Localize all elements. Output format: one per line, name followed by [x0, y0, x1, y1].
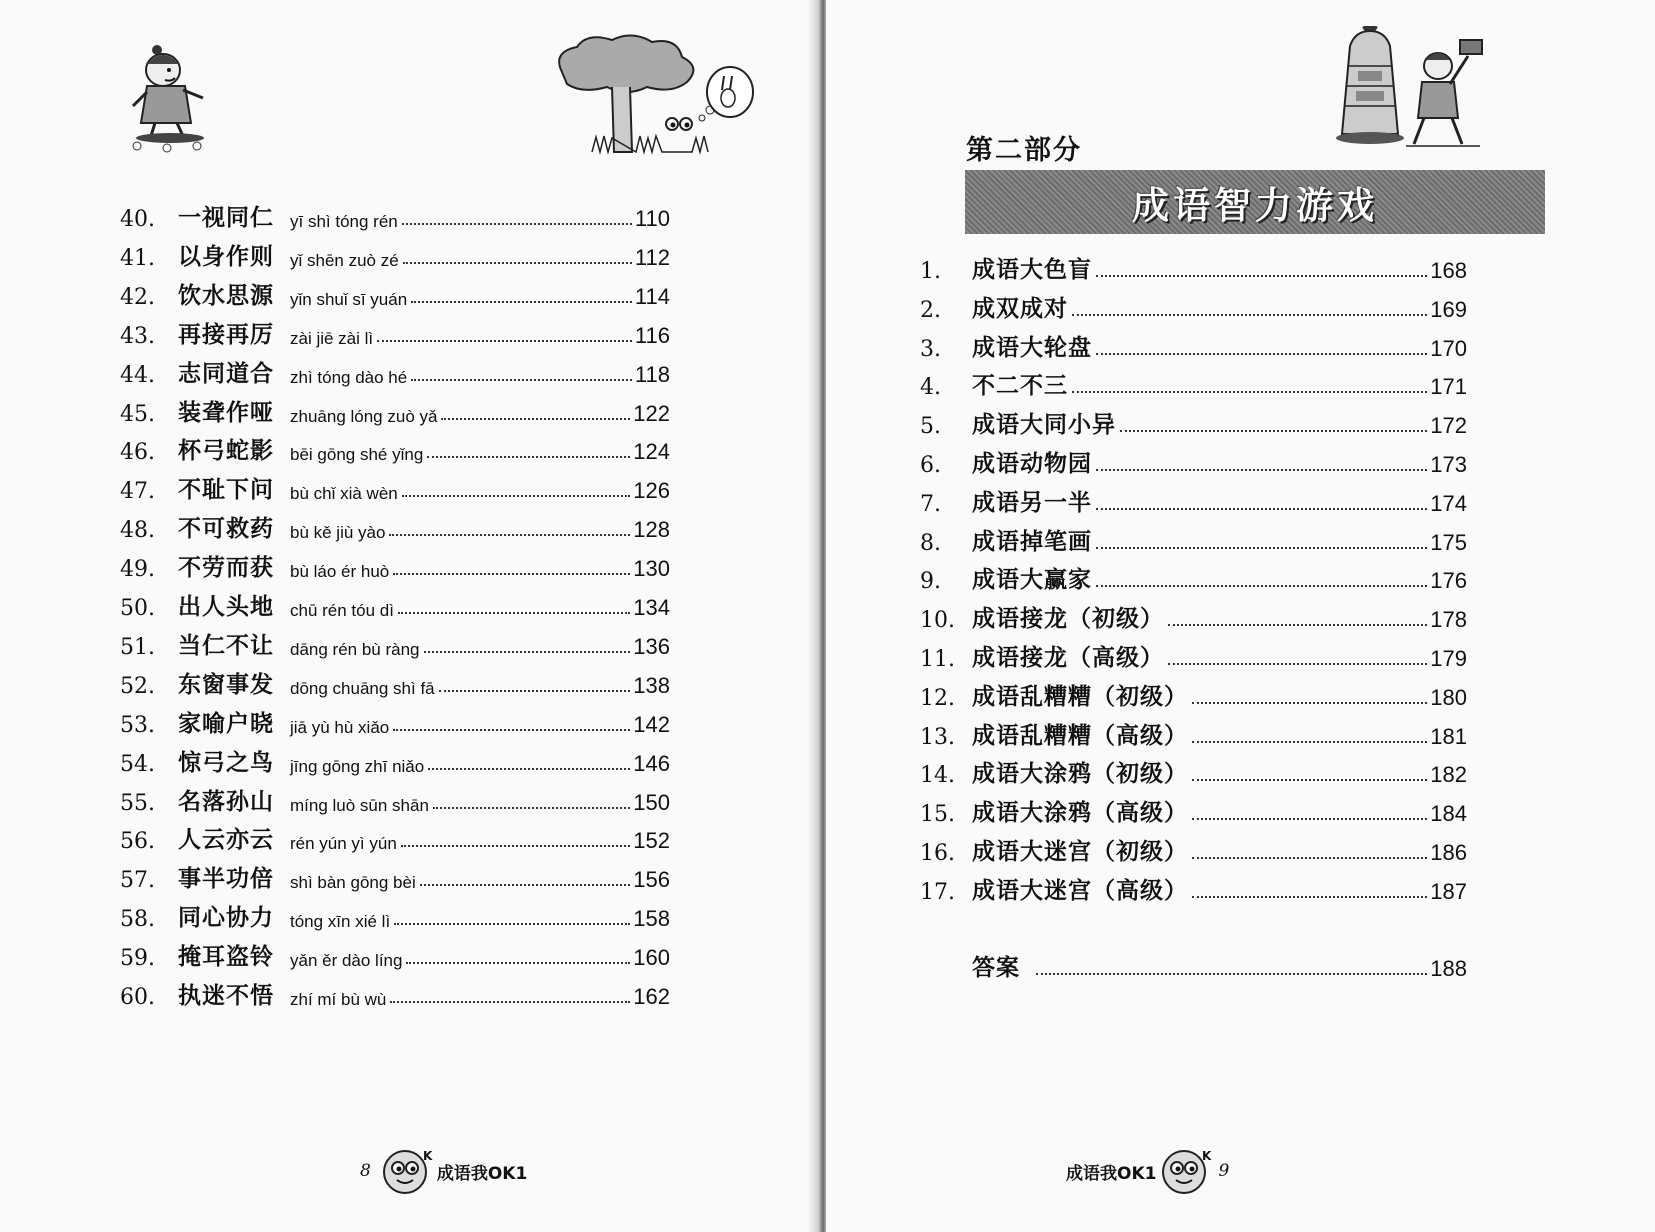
svg-text:K: K	[422, 1149, 433, 1163]
toc-idiom: 掩耳盗铃	[178, 944, 274, 971]
toc-entry[interactable]	[120, 431, 670, 465]
toc-page-number: 186	[1430, 840, 1467, 865]
toc-entry[interactable]	[920, 599, 1467, 633]
toc-entry-number: 12.	[920, 685, 955, 711]
toc-entry[interactable]	[120, 237, 670, 271]
toc-page-number: 112	[634, 244, 670, 270]
toc-dot-leader	[389, 534, 630, 536]
toc-dot-leader	[1096, 508, 1427, 510]
toc-entry-number: 5.	[920, 414, 941, 440]
toc-page-number: 170	[1430, 335, 1467, 361]
toc-dot-leader	[1168, 624, 1427, 626]
toc-dot-leader	[1096, 585, 1427, 587]
toc-game-title: 成语大同小异	[972, 412, 1116, 439]
toc-pinyin: zhuāng lóng zuò yǎ	[290, 406, 438, 426]
toc-entry[interactable]	[120, 937, 670, 971]
toc-idiom: 杯弓蛇影	[178, 438, 274, 465]
section-banner	[965, 170, 1545, 234]
toc-entry[interactable]	[920, 250, 1467, 284]
toc-entry[interactable]	[920, 871, 1467, 905]
toc-entry[interactable]	[920, 366, 1467, 400]
toc-page-number: 171	[1430, 374, 1467, 400]
toc-pinyin: dōng chuāng shì fā	[290, 678, 435, 698]
toc-page-number: 142	[633, 711, 670, 737]
toc-dot-leader	[402, 495, 631, 497]
toc-game-title: 成语大轮盘	[972, 334, 1092, 361]
toc-pinyin: yī shì tóng rén	[290, 212, 398, 231]
toc-pinyin: dāng rén bù ràng	[290, 639, 420, 659]
toc-dot-leader	[411, 301, 632, 303]
toc-page-number: 110	[634, 206, 670, 231]
toc-entry-number: 48.	[120, 518, 155, 544]
toc-dot-leader	[433, 807, 630, 809]
toc-page-number: 114	[634, 283, 670, 309]
toc-idiom: 人云亦云	[178, 827, 274, 854]
toc-idiom: 一视同仁	[178, 205, 274, 231]
toc-page-number: 128	[633, 517, 670, 543]
toc-dot-leader	[1168, 663, 1427, 665]
toc-entry[interactable]	[120, 665, 670, 699]
page-number: 9	[1218, 1161, 1230, 1181]
toc-entry[interactable]	[120, 587, 670, 621]
toc-entry-number: 9.	[920, 569, 941, 595]
toc-page-number: 173	[1430, 452, 1467, 477]
toc-entry-number: 54.	[120, 751, 155, 777]
toc-dot-leader	[1192, 818, 1427, 820]
toc-game-title: 成语乱糟糟（高级）	[972, 722, 1188, 749]
toc-entry[interactable]	[920, 793, 1467, 827]
toc-pinyin: chū rén tóu dì	[290, 601, 394, 620]
toc-entry-number: 41.	[120, 245, 155, 271]
toc-entry[interactable]	[120, 509, 670, 543]
toc-pinyin: shì bàn gōng bèi	[290, 873, 416, 893]
toc-pinyin: zhì tóng dào hé	[290, 367, 408, 387]
toc-entry[interactable]	[120, 859, 670, 893]
toc-dot-leader	[1072, 314, 1427, 316]
toc-entry-number: 57.	[120, 868, 155, 894]
toc-pinyin: zhí mí bù wù	[290, 990, 387, 1009]
toc-entry-number: 42.	[120, 284, 155, 310]
toc-entry-number: 58.	[120, 907, 155, 933]
book-title: 成语我OK1	[436, 1163, 528, 1184]
toc-dot-leader	[439, 690, 631, 692]
toc-game-title: 成语另一半	[972, 489, 1092, 516]
toc-entry-number: 51.	[120, 634, 155, 660]
toc-entry-number: 55.	[120, 790, 155, 816]
toc-dot-leader	[1192, 896, 1427, 898]
toc-game-title: 成语大迷宫（初级）	[972, 839, 1188, 865]
left-page	[0, 0, 820, 1232]
toc-entry-number: 43.	[120, 323, 155, 349]
toc-entry[interactable]	[920, 638, 1467, 672]
toc-entry-number: 1.	[920, 259, 941, 284]
toc-entry[interactable]	[120, 548, 670, 582]
toc-entry[interactable]	[120, 393, 670, 427]
toc-game-title: 不二不三	[972, 373, 1068, 400]
toc-page-number: 152	[633, 828, 670, 854]
toc-entry[interactable]	[120, 315, 670, 349]
toc-page-number: 126	[633, 478, 670, 504]
toc-pinyin: yǐn shuǐ sī yuán	[290, 289, 408, 309]
book-title: 成语我OK1	[1066, 1163, 1157, 1184]
toc-idiom: 执迷不悟	[178, 983, 274, 1009]
toc-pinyin: tóng xīn xié lì	[290, 912, 391, 932]
toc-idiom: 出人头地	[178, 594, 274, 620]
toc-dot-leader	[393, 573, 630, 575]
toc-entry-number: 17.	[920, 879, 955, 905]
toc-dot-leader	[427, 456, 630, 458]
toc-entry-number: 8.	[920, 530, 941, 556]
book-logo-icon	[381, 1148, 435, 1194]
right-footer	[1066, 1148, 1229, 1194]
toc-idiom: 事半功倍	[178, 866, 274, 893]
toc-page-number: 160	[633, 945, 670, 971]
part-label: 第二部分	[966, 135, 1082, 166]
toc-dot-leader	[398, 612, 630, 614]
toc-page-number: 175	[1430, 529, 1467, 555]
toc-dot-leader	[1192, 857, 1427, 859]
toc-dot-leader	[394, 923, 630, 925]
toc-game-title: 成语大色盲	[972, 257, 1092, 283]
toc-pinyin: bēi gōng shé yǐng	[290, 445, 424, 465]
toc-game-title: 成双成对	[972, 295, 1068, 322]
toc-entry[interactable]	[120, 276, 670, 310]
toc-entry[interactable]	[120, 743, 670, 777]
toc-idiom: 当仁不让	[178, 632, 274, 659]
toc-entry-number: 6.	[920, 453, 941, 478]
toc-dot-leader	[1192, 741, 1427, 743]
toc-dot-leader	[393, 729, 630, 731]
toc-idiom: 惊弓之鸟	[178, 749, 274, 776]
toc-page-number: 124	[633, 439, 670, 465]
toc-entry[interactable]	[120, 354, 670, 388]
toc-page-number: 182	[1430, 762, 1467, 788]
toc-entry-number: 60.	[120, 985, 155, 1010]
toc-page-number: 172	[1430, 413, 1467, 439]
toc-dot-leader	[1192, 779, 1427, 781]
toc-idiom: 以身作则	[178, 243, 274, 270]
toc-game-title: 成语动物园	[972, 451, 1092, 477]
toc-dot-leader	[1072, 391, 1427, 393]
toc-dot-leader	[1096, 469, 1427, 471]
toc-pinyin: míng luò sūn shān	[290, 795, 429, 815]
toc-entry-number: 40.	[120, 207, 155, 232]
toc-pinyin: jīng gōng zhī niǎo	[290, 756, 425, 776]
toc-dot-leader	[1120, 430, 1427, 432]
page-number: 8	[360, 1161, 371, 1181]
toc-entry-number: 47.	[120, 479, 155, 505]
toc-page-number: 146	[633, 750, 670, 776]
toc-entry-number: 7.	[920, 491, 941, 517]
toc-game-title: 成语接龙（初级）	[972, 606, 1164, 633]
toc-entry[interactable]	[920, 716, 1467, 750]
toc-answers-title: 答案	[972, 955, 1020, 981]
toc-dot-leader	[401, 845, 631, 847]
toc-entry-number: 13.	[920, 724, 955, 750]
toc-dot-leader	[1096, 353, 1427, 355]
toc-pinyin: zài jiē zài lì	[290, 328, 374, 348]
toc-entry[interactable]	[120, 976, 670, 1010]
toc-dot-leader	[428, 768, 630, 770]
toc-entry[interactable]	[120, 898, 670, 932]
toc-game-title: 成语大涂鸦（高级）	[972, 800, 1188, 827]
toc-entry-number: 52.	[120, 673, 155, 699]
toc-dot-leader	[1096, 547, 1427, 549]
toc-dot-leader	[1036, 973, 1427, 975]
toc-page-number: 156	[633, 867, 670, 893]
toc-page-number: 138	[633, 672, 670, 698]
toc-pinyin: yǎn ěr dào líng	[290, 951, 403, 971]
toc-page-number: 178	[1430, 607, 1467, 633]
toc-page-number: 130	[633, 556, 670, 582]
banner-title: 成语智力游戏	[1132, 184, 1378, 227]
toc-page-number: 188	[1430, 956, 1467, 981]
toc-entry[interactable]	[920, 832, 1467, 866]
toc-entry-number: 53.	[120, 712, 155, 738]
toc-idiom: 志同道合	[178, 360, 274, 387]
toc-page-number: 174	[1430, 490, 1467, 516]
toc-dot-leader	[1096, 275, 1427, 277]
toc-entry-number: 56.	[120, 829, 155, 855]
toc-entry[interactable]	[920, 754, 1467, 788]
toc-page-number: 134	[633, 595, 670, 620]
book-logo-icon	[1160, 1148, 1214, 1194]
toc-dot-leader	[402, 223, 632, 225]
toc-idiom: 饮水思源	[178, 282, 274, 309]
toc-page-number: 187	[1430, 878, 1467, 904]
left-footer	[360, 1148, 527, 1194]
toc-page-number: 150	[633, 789, 670, 815]
toc-entry[interactable]	[920, 677, 1467, 711]
toc-page-number: 162	[633, 984, 670, 1009]
toc-entry[interactable]	[120, 470, 670, 504]
svg-text:K: K	[1202, 1149, 1212, 1163]
toc-page-number: 116	[634, 322, 670, 348]
toc-page-number: 179	[1430, 646, 1467, 671]
toc-entry[interactable]	[920, 560, 1467, 594]
toc-entry[interactable]	[920, 522, 1467, 556]
toc-entry[interactable]	[120, 626, 670, 660]
toc-dot-leader	[377, 340, 632, 342]
toc-entry-number: 49.	[120, 557, 155, 583]
toc-game-title: 成语乱糟糟（初级）	[972, 683, 1188, 710]
toc-entry-number: 50.	[120, 596, 155, 621]
toc-pinyin: bù chǐ xià wèn	[290, 484, 398, 504]
toc-entry-number: 16.	[920, 841, 955, 866]
toc-page-number: 180	[1430, 684, 1467, 710]
toc-page-number: 122	[633, 400, 670, 426]
toc-entry[interactable]	[920, 483, 1467, 517]
toc-page-number: 158	[633, 906, 670, 932]
toc-entry-number: 2.	[920, 297, 941, 323]
toc-entry[interactable]	[920, 328, 1467, 362]
toc-game-title: 成语掉笔画	[972, 528, 1092, 555]
toc-idiom: 东窗事发	[178, 671, 274, 698]
toc-pinyin: bù láo ér huò	[290, 562, 390, 582]
toc-entry-number: 44.	[120, 362, 155, 388]
toc-entry-number: 3.	[920, 336, 941, 362]
toc-entry[interactable]	[120, 820, 670, 854]
toc-dot-leader	[441, 418, 630, 420]
toc-pinyin: rén yún yì yún	[290, 834, 397, 854]
toc-idiom: 不劳而获	[178, 555, 274, 582]
toc-entry[interactable]	[120, 198, 670, 232]
tree-rabbit-illustration	[552, 32, 757, 160]
toc-entry-number: 45.	[120, 401, 155, 427]
toc-dot-leader	[390, 1001, 630, 1003]
toc-page-number: 169	[1430, 296, 1467, 322]
toc-game-title: 成语接龙（高级）	[972, 645, 1164, 671]
bell-boy-illustration	[1310, 26, 1490, 156]
toc-entry[interactable]	[120, 782, 670, 816]
cartoon-boy-illustration	[125, 28, 220, 153]
toc-page-number: 168	[1430, 258, 1467, 283]
toc-entry-number: 59.	[120, 946, 155, 972]
toc-page-number: 118	[634, 361, 670, 387]
toc-entry-number: 10.	[920, 608, 955, 634]
toc-entry[interactable]	[920, 405, 1467, 439]
toc-idiom: 再接再厉	[178, 321, 274, 348]
toc-pinyin: bù kě jiù yào	[290, 523, 386, 543]
toc-page-number: 176	[1430, 568, 1467, 594]
toc-entry-number: 11.	[920, 647, 955, 672]
toc-idiom: 家喻户晓	[178, 710, 274, 737]
toc-entry-number: 14.	[920, 763, 955, 789]
toc-game-title: 成语大赢家	[972, 567, 1092, 594]
toc-dot-leader	[424, 651, 631, 653]
toc-entry[interactable]	[120, 704, 670, 738]
toc-idiom: 不耻下问	[178, 477, 274, 504]
toc-entry[interactable]	[920, 444, 1467, 478]
toc-pinyin: jiā yù hù xiǎo	[290, 717, 390, 737]
toc-idiom: 名落孙山	[178, 788, 274, 815]
toc-game-title: 成语大迷宫（高级）	[972, 877, 1188, 904]
toc-page-number: 184	[1430, 801, 1467, 827]
right-page	[826, 0, 1655, 1232]
toc-dot-leader	[403, 262, 632, 264]
toc-pinyin: yǐ shēn zuò zé	[290, 250, 399, 270]
toc-idiom: 装聋作哑	[178, 399, 274, 426]
toc-dot-leader	[411, 379, 632, 381]
toc-entry-number: 15.	[920, 802, 955, 828]
toc-dot-leader	[420, 884, 631, 886]
toc-idiom: 不可救药	[178, 516, 274, 543]
toc-page-number: 181	[1430, 723, 1467, 749]
toc-dot-leader	[406, 962, 630, 964]
toc-page-number: 136	[633, 633, 670, 659]
toc-entry-number: 4.	[920, 375, 941, 401]
toc-game-title: 成语大涂鸦（初级）	[972, 761, 1188, 788]
toc-idiom: 同心协力	[178, 905, 274, 932]
toc-dot-leader	[1192, 702, 1427, 704]
toc-answers-row[interactable]	[972, 948, 1467, 982]
toc-entry-number: 46.	[120, 440, 155, 466]
toc-entry[interactable]	[920, 289, 1467, 323]
